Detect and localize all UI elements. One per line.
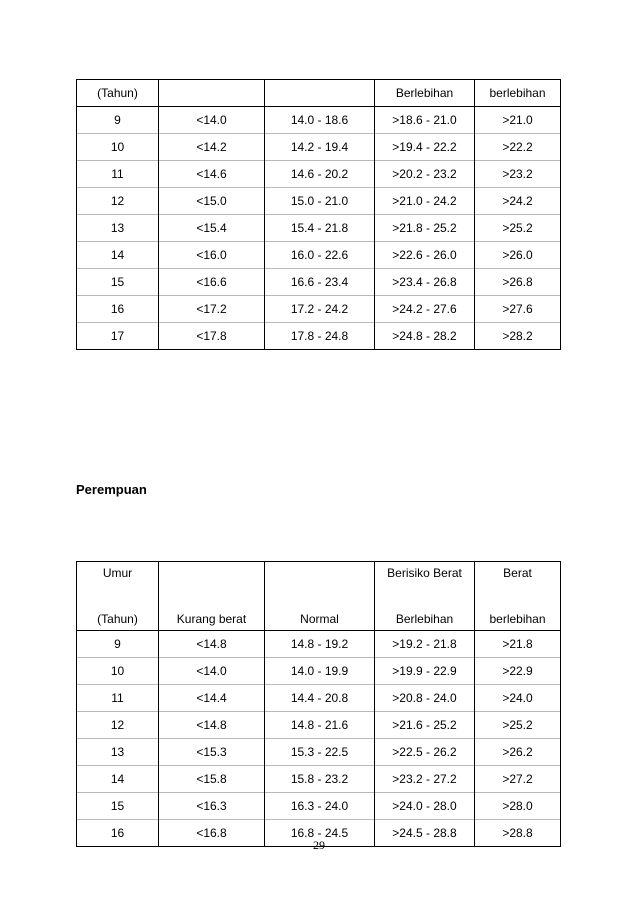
table-row [77, 269, 561, 296]
table-cell: 14.2 - 19.4 [265, 134, 375, 161]
table-cell: 14.8 - 19.2 [265, 631, 375, 658]
table-row [77, 107, 561, 134]
table-cell: >22.2 [475, 134, 561, 161]
table-cell [265, 562, 375, 597]
table-row [77, 658, 561, 685]
table-body [77, 562, 561, 847]
table-cell: >21.8 - 25.2 [375, 215, 475, 242]
table-cell: 16.8 - 24.5 [265, 820, 375, 847]
table-row [77, 766, 561, 793]
table-cell: >19.4 - 22.2 [375, 134, 475, 161]
table-cell: 10 [77, 658, 159, 685]
table-cell: <14.2 [159, 134, 265, 161]
table-cell: >28.8 [475, 820, 561, 847]
table-cell: <15.8 [159, 766, 265, 793]
table-cell: 17.2 - 24.2 [265, 296, 375, 323]
table-cell: Berisiko Berat [375, 562, 475, 597]
table-cell: >23.2 [475, 161, 561, 188]
table-cell: >24.5 - 28.8 [375, 820, 475, 847]
table-cell: >24.2 - 27.6 [375, 296, 475, 323]
table-cell: 16 [77, 296, 159, 323]
table-cell: 17 [77, 323, 159, 350]
table-cell [265, 80, 375, 107]
table-cell: Berat [475, 562, 561, 597]
table-cell: <17.8 [159, 323, 265, 350]
table-cell: 16.6 - 23.4 [265, 269, 375, 296]
table-cell: <14.0 [159, 107, 265, 134]
table-header-row [77, 596, 561, 631]
section-heading-perempuan: Perempuan [76, 482, 147, 497]
table-cell: 11 [77, 161, 159, 188]
table-cell: >27.2 [475, 766, 561, 793]
table-cell: >26.2 [475, 739, 561, 766]
table-cell: >22.9 [475, 658, 561, 685]
table-cell: >19.9 - 22.9 [375, 658, 475, 685]
table-row [77, 296, 561, 323]
bmi-table-boys-continued [76, 79, 561, 350]
table-cell: <14.6 [159, 161, 265, 188]
table-cell: >19.2 - 21.8 [375, 631, 475, 658]
table-cell [159, 562, 265, 597]
table-row [77, 631, 561, 658]
table-row [77, 739, 561, 766]
table-cell: <17.2 [159, 296, 265, 323]
table-cell: <15.4 [159, 215, 265, 242]
table-cell: >28.0 [475, 793, 561, 820]
table-cell: 9 [77, 631, 159, 658]
table-cell: Kurang berat [159, 596, 265, 631]
table-cell: (Tahun) [77, 596, 159, 631]
table-cell: (Tahun) [77, 80, 159, 107]
table-cell: <14.4 [159, 685, 265, 712]
table-cell: 14.4 - 20.8 [265, 685, 375, 712]
table-cell: >21.0 - 24.2 [375, 188, 475, 215]
table-cell: 14 [77, 766, 159, 793]
table-cell: 14.0 - 19.9 [265, 658, 375, 685]
table-body [77, 80, 561, 350]
table-cell: 15.0 - 21.0 [265, 188, 375, 215]
table-cell: 12 [77, 712, 159, 739]
table-cell: 15 [77, 793, 159, 820]
table-cell: 10 [77, 134, 159, 161]
table-cell: >20.2 - 23.2 [375, 161, 475, 188]
table-cell: >21.8 [475, 631, 561, 658]
table-cell: 15.8 - 23.2 [265, 766, 375, 793]
table-cell: <14.0 [159, 658, 265, 685]
table-cell: Berlebihan [375, 80, 475, 107]
table-row [77, 323, 561, 350]
table-header-row [77, 562, 561, 597]
table-cell: >23.2 - 27.2 [375, 766, 475, 793]
table-cell: Berlebihan [375, 596, 475, 631]
table-cell: <16.8 [159, 820, 265, 847]
table-cell: 17.8 - 24.8 [265, 323, 375, 350]
table-cell: 13 [77, 215, 159, 242]
table-cell: >25.2 [475, 215, 561, 242]
table-cell: 16.3 - 24.0 [265, 793, 375, 820]
table-cell: <16.3 [159, 793, 265, 820]
table-cell: berlebihan [475, 80, 561, 107]
bmi-table-girls [76, 561, 561, 847]
table-row [77, 793, 561, 820]
table-cell: <15.0 [159, 188, 265, 215]
table-cell: 16.0 - 22.6 [265, 242, 375, 269]
table-cell: 14.8 - 21.6 [265, 712, 375, 739]
table-cell: 11 [77, 685, 159, 712]
table-cell: >26.0 [475, 242, 561, 269]
page-number: 29 [313, 838, 325, 852]
table-row [77, 134, 561, 161]
table-cell: berlebihan [475, 596, 561, 631]
table-row [77, 685, 561, 712]
table-cell: 14.0 - 18.6 [265, 107, 375, 134]
table-cell: >24.0 - 28.0 [375, 793, 475, 820]
table-row [77, 712, 561, 739]
table-cell: <16.6 [159, 269, 265, 296]
table-cell: 15.4 - 21.8 [265, 215, 375, 242]
table-cell: 14 [77, 242, 159, 269]
table-cell: >23.4 - 26.8 [375, 269, 475, 296]
table-cell: >25.2 [475, 712, 561, 739]
table-cell: >28.2 [475, 323, 561, 350]
table-cell: >21.0 [475, 107, 561, 134]
table-cell: <14.8 [159, 712, 265, 739]
table-row [77, 161, 561, 188]
table-row [77, 215, 561, 242]
table-row [77, 188, 561, 215]
table-cell: >20.8 - 24.0 [375, 685, 475, 712]
table-header-row [77, 80, 561, 107]
table-cell: >24.8 - 28.2 [375, 323, 475, 350]
table-cell: >22.5 - 26.2 [375, 739, 475, 766]
table-cell: 14.6 - 20.2 [265, 161, 375, 188]
table-row [77, 242, 561, 269]
table-cell: >21.6 - 25.2 [375, 712, 475, 739]
table-cell: >27.6 [475, 296, 561, 323]
table-cell: 12 [77, 188, 159, 215]
table-cell: Umur [77, 562, 159, 597]
table-cell: >24.2 [475, 188, 561, 215]
table-cell: <16.0 [159, 242, 265, 269]
table-cell [159, 80, 265, 107]
table-cell: >24.0 [475, 685, 561, 712]
table-cell: <15.3 [159, 739, 265, 766]
table-cell: 9 [77, 107, 159, 134]
table-cell: <14.8 [159, 631, 265, 658]
table-cell: 16 [77, 820, 159, 847]
table-cell: >26.8 [475, 269, 561, 296]
table-cell: 15 [77, 269, 159, 296]
table-cell: >18.6 - 21.0 [375, 107, 475, 134]
table-cell: Normal [265, 596, 375, 631]
table-cell: >22.6 - 26.0 [375, 242, 475, 269]
table-cell: 15.3 - 22.5 [265, 739, 375, 766]
table-cell: 13 [77, 739, 159, 766]
